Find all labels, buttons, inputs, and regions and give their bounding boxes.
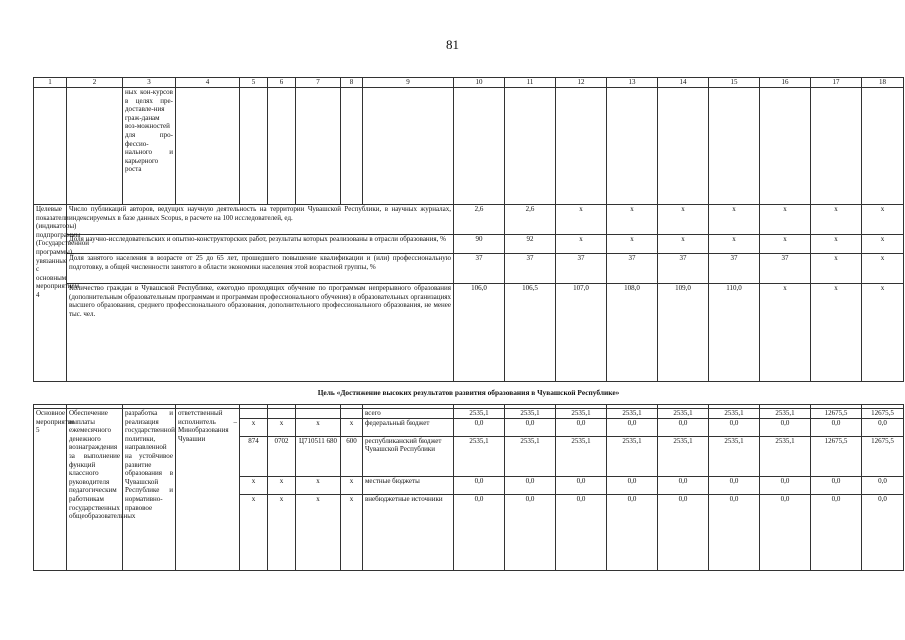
target-value: 92 <box>505 235 556 254</box>
budget-code: Ц710511 680 <box>296 436 341 476</box>
funding-value: 0,0 <box>709 418 760 436</box>
event-executor: ответственный исполнитель – Минобразования Чувашии <box>176 409 240 571</box>
target-value: x <box>811 254 862 284</box>
header-col-10: 10 <box>454 78 505 88</box>
target-value: x <box>760 284 811 382</box>
funding-value: 2535,1 <box>454 409 505 419</box>
funding-value: 0,0 <box>709 476 760 494</box>
target-value: x <box>607 205 658 235</box>
target-value: x <box>709 235 760 254</box>
page-number: 81 <box>446 37 459 52</box>
funding-value: 0,0 <box>862 476 904 494</box>
budget-code <box>240 409 268 419</box>
budget-code: 0702 <box>268 436 296 476</box>
funding-value: 0,0 <box>556 494 607 570</box>
target-value: x <box>811 284 862 382</box>
budget-code: x <box>240 418 268 436</box>
target-text: Доля занятого населения в возрасте от 25 до 65 лет, прошедшего повышение квалификации и (или) профессиональную подготовку, в общей численности занятого в области экономики населения этой возрастной группы, % <box>67 254 454 284</box>
target-value: 37 <box>709 254 760 284</box>
funding-value: 0,0 <box>862 418 904 436</box>
target-value: 108,0 <box>607 284 658 382</box>
funding-value: 2535,1 <box>658 436 709 476</box>
column-number-row <box>34 78 904 88</box>
goal-row <box>34 382 904 405</box>
target-value: x <box>658 235 709 254</box>
header-col-9: 9 <box>363 78 454 88</box>
funding-value: 0,0 <box>505 476 556 494</box>
event-name: Обеспечение выплаты ежемесячного денежного вознаграждения за выполнение функций классного руководителя педагогическим работникам государственных общеобразовательных <box>67 409 123 571</box>
funding-value: 0,0 <box>454 418 505 436</box>
target-value: 110,0 <box>709 284 760 382</box>
funding-value: 0,0 <box>811 494 862 570</box>
funding-value: 0,0 <box>505 494 556 570</box>
funding-value: 2535,1 <box>709 409 760 419</box>
target-value: x <box>658 205 709 235</box>
budget-code <box>268 409 296 419</box>
funding-value: 2535,1 <box>556 436 607 476</box>
funding-value: 0,0 <box>556 418 607 436</box>
funding-value: 0,0 <box>760 476 811 494</box>
header-col-11: 11 <box>505 78 556 88</box>
funding-value: 0,0 <box>811 418 862 436</box>
target-value: x <box>556 235 607 254</box>
funding-value: 12675,5 <box>811 409 862 419</box>
funding-value: 2535,1 <box>760 436 811 476</box>
target-value: 37 <box>505 254 556 284</box>
target-value: 37 <box>658 254 709 284</box>
budget-code: x <box>296 418 341 436</box>
funding-value: 2535,1 <box>454 436 505 476</box>
target-value: x <box>862 205 904 235</box>
target-value: 37 <box>556 254 607 284</box>
continuation-row <box>34 88 904 205</box>
budget-code: x <box>341 494 363 570</box>
budget-code <box>296 409 341 419</box>
funding-value: 0,0 <box>658 476 709 494</box>
target-value: x <box>862 284 904 382</box>
funding-value: 2535,1 <box>607 409 658 419</box>
target-value: 106,5 <box>505 284 556 382</box>
funding-value: 0,0 <box>709 494 760 570</box>
target-value: 2,6 <box>454 205 505 235</box>
target-text: Количество граждан в Чувашской Республике, ежегодно проходящих обучение по программам непрерывного образования (дополнительным образовательным программам и программам профессионального обучения) в образовательных организациях высшего образования, среднего профессионального образования, дополнительного профессионального образования, не менее тыс. чел. <box>67 284 454 382</box>
target-value: 37 <box>607 254 658 284</box>
budget-code: x <box>240 476 268 494</box>
budget-code: x <box>296 476 341 494</box>
target-value: 107,0 <box>556 284 607 382</box>
event-col3: разработка и реализация государственной политики, направленной на устойчивое развитие образования в Чувашской Республике и нормативно-правовое <box>123 409 176 571</box>
header-col-18: 18 <box>862 78 904 88</box>
funding-value: 0,0 <box>658 418 709 436</box>
target-value: 109,0 <box>658 284 709 382</box>
funding-value: 0,0 <box>862 494 904 570</box>
budget-code <box>341 409 363 419</box>
funding-value: 12675,5 <box>862 436 904 476</box>
funding-value: 2535,1 <box>709 436 760 476</box>
target-value: x <box>811 235 862 254</box>
funding-value: 2535,1 <box>556 409 607 419</box>
budget-code: x <box>240 494 268 570</box>
target-value: 37 <box>760 254 811 284</box>
funding-source: федеральный бюджет <box>363 418 454 436</box>
target-value: x <box>556 205 607 235</box>
header-col-8: 8 <box>341 78 363 88</box>
funding-value: 2535,1 <box>658 409 709 419</box>
continuation-col3: ных кон-курсов в целях пре-доставле-ния граж-данам воз-можностей для про-фессио-нального и карьерного роста <box>123 88 176 205</box>
target-value: x <box>607 235 658 254</box>
header-col-13: 13 <box>607 78 658 88</box>
target-text: Число публикаций авторов, ведущих научную деятельность на территории Чувашской Республики, в научных журналах, индексируемых в базе данных Scopus, в расчете на 100 исследователей, ед. <box>67 205 454 235</box>
target-value: 106,0 <box>454 284 505 382</box>
header-col-4: 4 <box>176 78 240 88</box>
header-col-3: 3 <box>123 78 176 88</box>
budget-code: 874 <box>240 436 268 476</box>
funding-value: 0,0 <box>811 476 862 494</box>
event-label: Основное мероприятие 5 <box>34 409 67 571</box>
funding-value: 0,0 <box>658 494 709 570</box>
funding-source: всего <box>363 409 454 419</box>
header-col-16: 16 <box>760 78 811 88</box>
funding-source: республиканский бюджет Чувашской Республики <box>363 436 454 476</box>
funding-value: 2535,1 <box>505 436 556 476</box>
target-value: x <box>811 205 862 235</box>
funding-value: 2535,1 <box>607 436 658 476</box>
target-value: 37 <box>454 254 505 284</box>
budget-code: 600 <box>341 436 363 476</box>
funding-source: внебюджетные источники <box>363 494 454 570</box>
header-col-2: 2 <box>67 78 123 88</box>
target-row <box>34 205 904 235</box>
header-col-5: 5 <box>240 78 268 88</box>
target-row <box>34 284 904 382</box>
funding-value: 0,0 <box>454 494 505 570</box>
goal-heading: Цель «Достижение высоких результатов развития образования в Чувашской Республике» <box>317 387 620 397</box>
budget-code: x <box>268 476 296 494</box>
funding-value: 0,0 <box>607 494 658 570</box>
header-col-17: 17 <box>811 78 862 88</box>
program-table <box>33 77 904 571</box>
target-row <box>34 254 904 284</box>
target-value: x <box>760 205 811 235</box>
header-col-15: 15 <box>709 78 760 88</box>
header-col-6: 6 <box>268 78 296 88</box>
header-col-1: 1 <box>34 78 67 88</box>
funding-value: 0,0 <box>556 476 607 494</box>
target-value: x <box>862 254 904 284</box>
funding-value: 0,0 <box>607 476 658 494</box>
target-value: x <box>862 235 904 254</box>
target-text: Доля научно-исследовательских и опытно-конструкторских работ, результаты которых реализованы в отрасли образования, % <box>67 235 454 254</box>
target-value: 90 <box>454 235 505 254</box>
funding-value: 0,0 <box>505 418 556 436</box>
target-value: 2,6 <box>505 205 556 235</box>
funding-value: 0,0 <box>607 418 658 436</box>
budget-code: x <box>296 494 341 570</box>
header-col-7: 7 <box>296 78 341 88</box>
budget-code: x <box>268 418 296 436</box>
budget-code: x <box>268 494 296 570</box>
budget-code: x <box>341 476 363 494</box>
target-row <box>34 235 904 254</box>
funding-source: местные бюджеты <box>363 476 454 494</box>
target-value: x <box>709 205 760 235</box>
header-col-14: 14 <box>658 78 709 88</box>
header-col-12: 12 <box>556 78 607 88</box>
target-value: x <box>760 235 811 254</box>
funding-value: 0,0 <box>454 476 505 494</box>
funding-value: 12675,5 <box>811 436 862 476</box>
funding-value: 2535,1 <box>505 409 556 419</box>
funding-value: 12675,5 <box>862 409 904 419</box>
targets-label: Целевые показатели (индикаторы) подпрограммы (Государственной программы), увязанные с основным мероприятием 4 <box>34 205 67 382</box>
funding-value: 2535,1 <box>760 409 811 419</box>
funding-value: 0,0 <box>760 494 811 570</box>
event-row <box>34 409 904 419</box>
budget-code: x <box>341 418 363 436</box>
funding-value: 0,0 <box>760 418 811 436</box>
